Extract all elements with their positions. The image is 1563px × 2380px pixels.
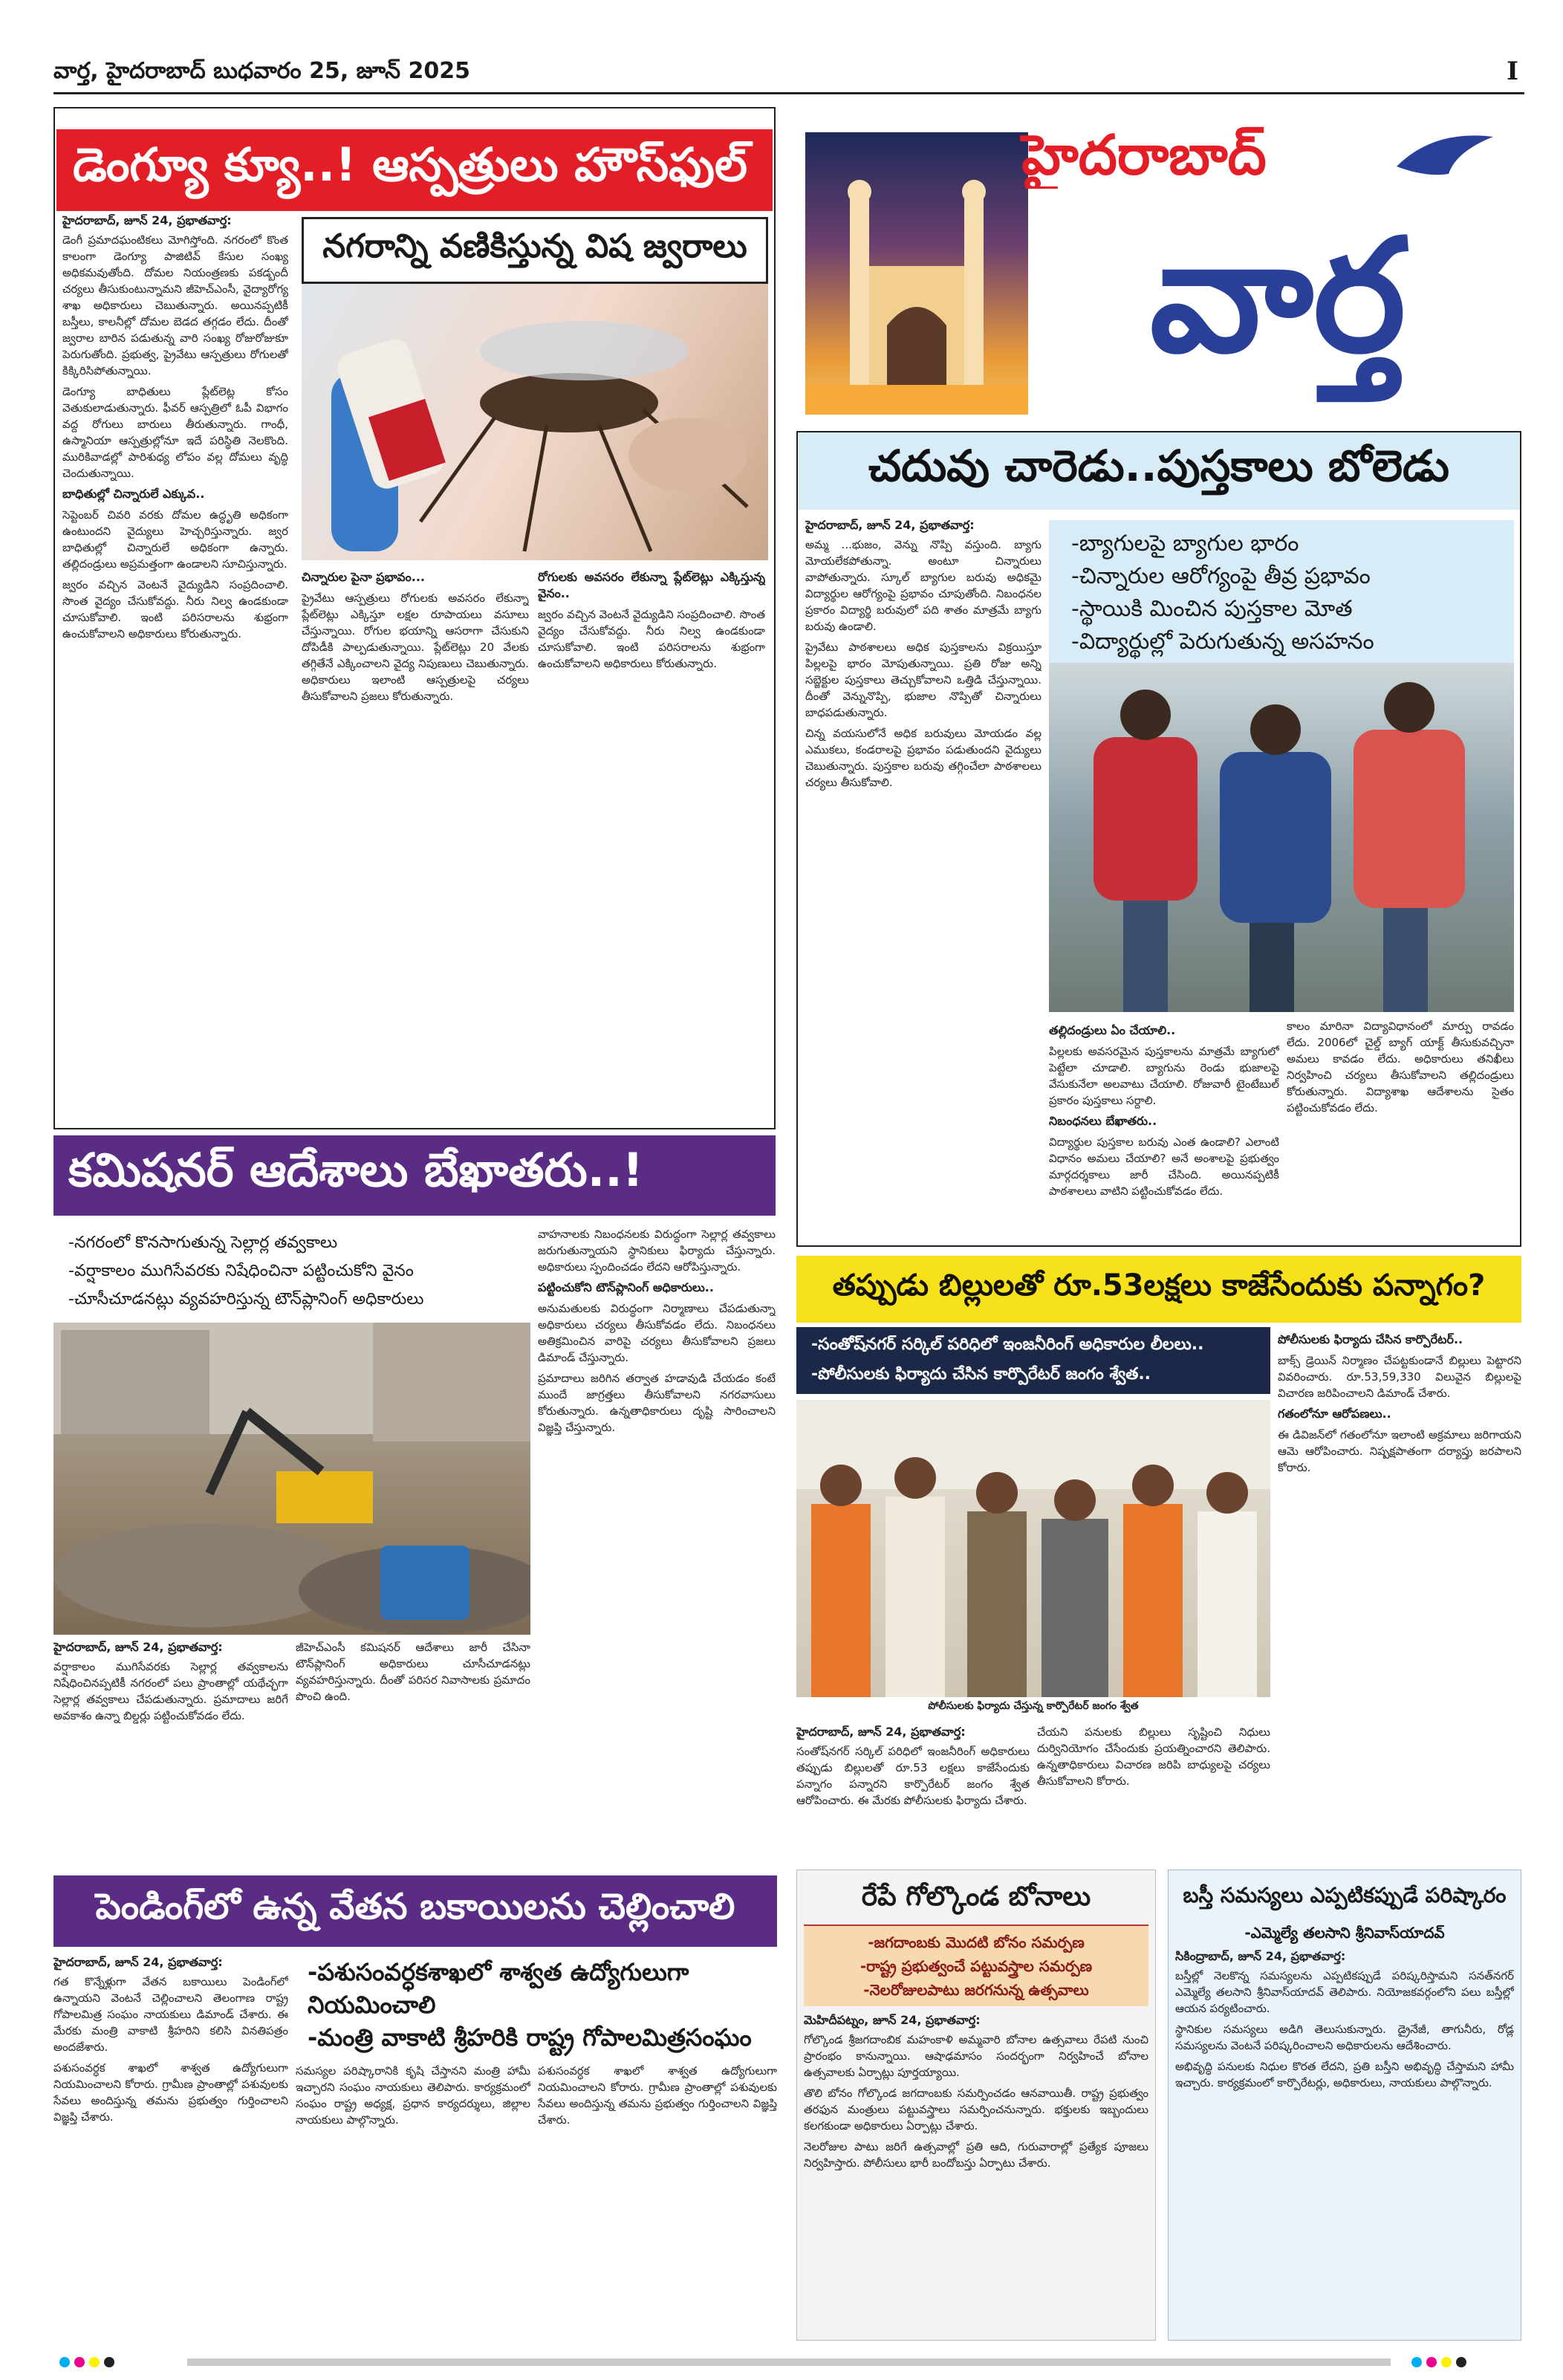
footer-gray-strip: [187, 2358, 1391, 2366]
basti-para-2: స్థానికుల సమస్యలు అడిగి తెలుసుకున్నారు. డ్రైనేజీ, తాగునీరు, రోడ్ల సమస్యలను వెంటనే పరిష్కరించాలని అధికారులను ఆదేశించారు.: [1175, 2023, 1514, 2052]
dengue-para-5: ప్రైవేటు ఆస్పత్రులు రోగులకు అవసరం లేకున్నా ప్లేట్‌లెట్లు ఎక్కిస్తూ లక్షల రూపాయలు వసూలు చేస్తున్నాయి. రోగుల భయాన్ని ఆసరాగా చేసుకుని దోపిడీకి పాల్పడుతున్నాయి. ప్లేట్‌లెట్లు 20 వేలకు తగ్గితేనే ఎక్కించాలని వైద్య నిపుణులు చెబుతున్నారు. అధికారులు ఇలాంటి ఆస్పత్రులపై చర్యలు తీసుకోవాలని ప్రజలు కోరుతున్నారు.: [302, 591, 529, 703]
commissioner-para-1: వర్షాకాలం ముగిసేవరకు సెల్లార్ల తవ్వకాలను నిషేధించినప్పటికీ నగరంలో పలు ప్రాంతాల్లో యథేచ్ఛగా సెల్లార్ల తవ్వకాలు చేపడుతున్నారు. ప్రమాదాలు జరిగే అవకాశం ఉన్నా బిల్డర్లు పట్టించుకోవడం లేదు.: [53, 1660, 288, 1722]
commissioner-column-2: [296, 1639, 530, 1858]
salary-dateline: హైదరాబాద్, జూన్ 24, ప్రభాతవార్త:: [53, 1955, 223, 1969]
schoolbag-photo: [1049, 663, 1514, 1012]
bills-para-2: చేయని పనులకు బిల్లులు సృష్టించి నిధులు దుర్వినియోగం చేసేందుకు ప్రయత్నించారని తెలిపారు. ఉన్నతాధికారులు విచారణ జరిపి బాధ్యులపై చర్యలు తీసుకోవాలని కోరారు.: [1037, 1725, 1270, 1788]
bills-para-3: బాక్స్ డ్రెయిన్ నిర్మాణం చేపట్టకుండానే బిల్లులు పెట్టారని వివరించారు. రూ.53,59,330 విలువైన బిల్లులపై విచారణ జరిపించాలని డిమాండ్ చేశారు.: [1278, 1354, 1521, 1400]
dengue-subhead-3: రోగులకు అవసరం లేకున్నా ప్లేట్‌లెట్లు ఎక్కిస్తున్న వైనం..: [538, 570, 765, 600]
books-dateline: హైదరాబాద్, జూన్ 24, ప్రభాతవార్త:: [805, 518, 975, 532]
bonalu-dateline: మెహిదీపట్నం, జూన్ 24, ప్రభాతవార్త:: [804, 2013, 981, 2027]
books-column-2: [1049, 1018, 1279, 1241]
books-subhead-2: నిబంధనలు బేఖాతరు..: [1049, 1114, 1157, 1128]
books-column-1: [805, 517, 1042, 1022]
dengue-para-3: సెప్టెంబర్ చివరి వరకు దోమల ఉద్ధృతి అధికంగా ఉంటుందని వైద్యులు హెచ్చరిస్తున్నారు. జ్వర బాధితుల్లో చిన్నారులే అధికంగా ఉన్నారు. తల్లిదండ్రులు అప్రమత్తంగా ఉండాలని సూచిస్తున్నారు.: [62, 508, 288, 571]
commissioner-column-1: [53, 1639, 288, 1858]
books-bullet-3: -స్థాయికి మించిన పుస్తకాల మోత: [1071, 596, 1353, 622]
bills-bullet-2: -పోలీసులకు ఫిర్యాదు చేసిన కార్పొరేటర్ జంగం శ్వేత..: [811, 1365, 1151, 1384]
dengue-subhead-1: బాధితుల్లో చిన్నారులే ఎక్కువ..: [62, 487, 205, 501]
salary-column-1: [53, 1954, 288, 2341]
registration-dot-2: [74, 2357, 85, 2367]
commissioner-subhead-1: పట్టించుకోని టౌన్‌ప్లానింగ్ అధికారులు..: [538, 1280, 714, 1294]
registration-dot-7: [1441, 2357, 1452, 2367]
bills-column-3: [1278, 1327, 1521, 1862]
construction-photo: [53, 1323, 530, 1635]
bills-bullet-1: -సంతోష్‌నగర్ సర్కిల్ పరిధిలో ఇంజనీరింగ్ అధికారుల లీలలు..: [811, 1335, 1204, 1354]
logo-city: హైదరాబాద్: [1021, 123, 1267, 187]
bonalu-para-3: నెలరోజుల పాటు జరిగే ఉత్సవాల్లో ప్రతి ఆది, గురువారాల్లో ప్రత్యేక పూజలు నిర్వహిస్తారు. పోలీసులు భారీ బందోబస్తు ఏర్పాటు చేశారు.: [804, 2140, 1148, 2170]
bills-column-1: [796, 1724, 1030, 1862]
books-headline: చదువు చారెడు..పుస్తకాలు బోలెడు: [798, 432, 1520, 510]
commissioner-headline: కమిషనర్ ఆదేశాలు బేఖాతరు..!: [53, 1135, 776, 1216]
logo-brand: వార్త: [1149, 205, 1406, 387]
salary-para-2b: పశుసంవర్ధక శాఖలో శాశ్వత ఉద్యోగులుగా నియమించాలని కోరారు. గ్రామీణ ప్రాంతాల్లో పశువులకు సేవలు అందిస్తున్న తమను ప్రభుత్వం గుర్తించాలని విజ్ఞప్తి చేశారు.: [538, 2064, 777, 2127]
mosquito-photo: [302, 284, 768, 560]
commissioner-para-2: జీహెచ్ఎంసీ కమిషనర్ ఆదేశాలు జారీ చేసినా టౌన్‌ప్లానింగ్ అధికారులు చూసీచూడనట్లు వ్యవహరిస్తున్నారు. దీంతో పరిసర నివాసాలకు ప్రమాదం పొంచి ఉంది.: [296, 1641, 530, 1703]
bonalu-bullet-box: [804, 1925, 1148, 2006]
bonalu-body: [804, 2012, 1148, 2336]
mosquito-illustration: [302, 284, 768, 560]
commissioner-bullet-3: -చూసీచూడనట్లు వ్యవహరిస్తున్న టౌన్‌ప్లానింగ్ అధికారులు: [68, 1290, 424, 1309]
schoolbags-illustration: [1049, 663, 1514, 1012]
books-column-3: [1287, 1018, 1514, 1241]
bonalu-bullet-3: -నెలరోజులపాటు జరగనున్న ఉత్సవాలు: [863, 1981, 1089, 1999]
bills-para-4: ఈ డివిజన్‌లో గతంలోనూ ఇలాంటి అక్రమాలు జరిగాయని ఆమె ఆరోపించారు. నిష్పక్షపాతంగా దర్యాప్తు జరపాలని కోరారు.: [1278, 1428, 1521, 1474]
bills-dateline: హైదరాబాద్, జూన్ 24, ప్రభాతవార్త:: [796, 1725, 966, 1739]
registration-dot-1: [59, 2357, 70, 2367]
masthead-line: వార్త, హైదరాబాద్ బుధవారం 25, జూన్ 2025: [53, 58, 471, 84]
bills-subhead-1: పోలీసులకు ఫిర్యాదు చేసిన కార్పొరేటర్..: [1278, 1332, 1463, 1346]
page-header: [53, 55, 1524, 89]
basti-byline: -ఎమ్మెల్యే తలసాని శ్రీనివాస్‌యాదవ్: [1244, 1924, 1445, 1942]
salary-column-2: [296, 2063, 530, 2341]
registration-dot-4: [104, 2357, 114, 2367]
dove-icon: [1389, 122, 1501, 189]
commissioner-para-4: అనుమతులకు విరుద్ధంగా నిర్మాణాలు చేపడుతున్నా అధికారులు చర్యలు తీసుకోవడం లేదు. నిబంధనలు అతిక్రమించిన వారిపై చర్యలు తీసుకోవాలని ప్రజలు డిమాండ్ చేస్తున్నారు.: [538, 1302, 776, 1364]
commissioner-column-3: [538, 1226, 776, 1858]
salary-column-3: [538, 2063, 777, 2341]
dengue-para-5b: జ్వరం వచ్చిన వెంటనే వైద్యుడిని సంప్రదించాలి. సొంత వైద్యం చేసుకోవద్దు. నీరు నిల్వ ఉండకుండా చూసుకోవాలి. ఇంటి పరిసరాలను శుభ్రంగా ఉంచుకోవాలని అధికారులు కోరుతున్నారు.: [538, 608, 765, 670]
bonalu-para-1: గోల్కొండ శ్రీజగదాంబిక మహంకాళి అమ్మవారి బోనాల ఉత్సవాలు రేపటి నుంచి ప్రారంభం కానున్నాయి. ఆషాఢమాసం సందర్భంగా నిర్వహించే బోనాల ఉత్సవాలకు ఏర్పాట్లు పూర్తయ్యాయి.: [804, 2033, 1148, 2079]
footer-bar: [53, 2354, 1524, 2370]
salary-para-3: సమస్యల పరిష్కారానికి కృషి చేస్తానని మంత్రి హామీ ఇచ్చారని సంఘం నాయకులు తెలిపారు. కార్యక్రమంలో సంఘం రాష్ట్ర అధ్యక్ష, ప్రధాన కార్యదర్శులు, జిల్లాల నాయకులు పాల్గొన్నారు.: [296, 2064, 530, 2127]
salary-bullet-box: [296, 1953, 777, 2057]
books-bullet-box: [1049, 520, 1514, 663]
dengue-dateline: హైదరాబాద్, జూన్ 24, ప్రభాతవార్త:: [62, 213, 232, 227]
books-para-1: అమ్మ ...భుజం, వెన్ను నొప్పి వస్తుంది. బ్యాగు మోయలేకపోతున్నా. అంటూ చిన్నారులు వాపోతున్నారు. స్కూల్ బ్యాగుల బరువు అధికమై విద్యార్థుల ఆరోగ్యంపై ప్రభావం చూపుతోంది. నిబంధనల ప్రకారం విద్యార్థి బరువులో పది శాతం మాత్రమే బ్యాగు బరువు ఉండాలి.: [805, 538, 1042, 633]
registration-dot-6: [1426, 2357, 1437, 2367]
salary-box-line-2: -మంత్రి వాకాటి శ్రీహరికి రాష్ట్ర గోపాలమిత్రసంఘం: [308, 2023, 752, 2052]
bonalu-headline: రేపే గోల్కొండ బోనాలు: [861, 1881, 1091, 1912]
basti-headline: బస్తీ సమస్యలు ఎప్పటికప్పుడే పరిష్కారం: [1183, 1883, 1507, 1907]
commissioner-bullet-2: -వర్షాకాలం ముగిసేవరకు నిషేధించినా పట్టించుకోని వైనం: [68, 1262, 414, 1280]
dengue-column-2: [302, 565, 529, 1122]
dengue-para-2: డెంగ్యూ బాధితులు ప్లేట్‌లెట్ల కోసం వెతుకులాడుతున్నారు. ఫీవర్ ఆస్పత్రిలో ఓపీ విభాగం వద్ద రోగులు బారులు తీరుతున్నారు. గాంధీ, ఉస్మానియా ఆస్పత్రుల్లోనూ ఇదే పరిస్థితి నెలకొంది. మురికివాడల్లో పారిశుధ్య లోపం వల్ల దోమలు వృద్ధి చెందుతున్నాయి.: [62, 385, 288, 480]
complaint-photo: [796, 1400, 1270, 1697]
salary-para-1: గత కొన్నేళ్లుగా వేతన బకాయిలు పెండింగ్‌లో ఉన్నాయని వెంటనే చెల్లించాలని తెలంగాణ రాష్ట్ర గోపాలమిత్ర సంఘం నాయకులు డిమాండ్ చేశారు. ఈ మేరకు మంత్రి వాకాటి శ్రీహరిని కలిసి వినతిపత్రం అందజేశారు.: [53, 1975, 288, 2054]
dengue-subheadline-box: నగరాన్ని వణికిస్తున్న విష జ్వరాలు: [302, 217, 768, 284]
commissioner-para-5: ప్రమాదాలు జరిగిన తర్వాత హడావుడి చేయడం కంటే ముందే జాగ్రత్తలు తీసుకోవాలని నగరవాసులు కోరుతున్నారు. ఉన్నతాధికారులు దృష్టి సారించాలని విజ్ఞప్తి చేస్తున్నారు.: [538, 1372, 776, 1434]
dengue-headline: డెంగ్యూ క్యూ..! ఆస్పత్రులు హౌస్‌ఫుల్: [56, 129, 773, 211]
books-bullet-4: -విద్యార్థుల్లో పెరుగుతున్న అసహనం: [1071, 629, 1374, 655]
basti-dateline: సికింద్రాబాద్, జూన్ 24, ప్రభాతవార్త:: [1175, 1949, 1346, 1963]
basti-para-3: అభివృద్ధి పనులకు నిధుల కొరత లేదని, ప్రతి బస్తీని అభివృద్ధి చేస్తామని హామీ ఇచ్చారు. కార్యక్రమంలో కార్పొరేటర్లు, అధికారులు, నాయకులు పాల్గొన్నారు.: [1175, 2060, 1514, 2089]
books-para-2: ప్రైవేటు పాఠశాలలు అధిక పుస్తకాలను విక్రయిస్తూ పిల్లలపై భారం మోపుతున్నాయి. ప్రతి రోజు అన్ని సబ్జెక్టుల పుస్తకాలు తెచ్చుకోవాలని ఒత్తిడి చేస్తున్నాయి. దీంతో వెన్నునొప్పి, భుజాల నొప్పితో చిన్నారులు బాధపడుతున్నారు.: [805, 641, 1042, 719]
people-illustration: [796, 1400, 1270, 1697]
bills-photo-caption: పోలీసులకు ఫిర్యాదు చేస్తున్న కార్పొరేటర్ జంగం శ్వేత: [928, 1700, 1139, 1712]
dengue-subhead-2: చిన్నారుల పైనా ప్రభావం...: [302, 570, 425, 584]
registration-dot-5: [1411, 2357, 1422, 2367]
salary-para-2: పశుసంవర్ధక శాఖలో శాశ్వత ఉద్యోగులుగా నియమించాలని కోరారు. గ్రామీణ ప్రాంతాల్లో పశువులకు సేవలు అందిస్తున్న తమను ప్రభుత్వం గుర్తించాలని విజ్ఞప్తి చేశారు.: [53, 2061, 288, 2124]
page-number: I: [1507, 56, 1518, 86]
commissioner-bullet-box: [53, 1226, 530, 1318]
books-para-3: చిన్న వయసులోనే అధిక బరువులు మోయడం వల్ల ఎముకలు, కండరాలపై ప్రభావం పడుతుందని వైద్యులు చెబుతున్నారు. పుస్తకాల బరువు తగ్గించేలా పాఠశాలలు చర్యలు తీసుకోవాలి.: [805, 727, 1042, 789]
dengue-column-3: [538, 565, 765, 1122]
bills-column-2: [1037, 1724, 1270, 1862]
dengue-para-1: డెంగీ ప్రమాదఘంటికలు మోగిస్తోంది. నగరంలో కొంత కాలంగా డెంగ్యూ పాజిటివ్ కేసుల సంఖ్య అధికమవుతోంది. దోమల నియంత్రణకు పకడ్బందీ చర్యలు తీసుకుంటున్నామని జీహెచ్ఎంసీ, వైద్యారోగ్య శాఖ అధికారులు చెబుతున్నారు. అయినప్పటికీ బస్తీలు, కాలనీల్లో దోమల బెడద తగ్గడం లేదు. దీంతో జ్వరాల బారిన పడుతున్న వారి సంఖ్య రోజురోజుకూ పెరుగుతోంది. ప్రభుత్వ, ప్రైవేటు ఆస్పత్రులు రోగులతో కిక్కిరిసిపోతున్నాయి.: [62, 233, 288, 377]
bonalu-bullet-1: -జగదాంబకు మొదటి బోనం సమర్పణ: [868, 1933, 1085, 1951]
bills-headline: తప్పుడు బిల్లులతో రూ.53లక్షలు కాజేసేందుకు పన్నాగం?: [796, 1256, 1521, 1323]
books-bullet-1: -బ్యాగులపై బ్యాగుల భారం: [1071, 531, 1299, 557]
basti-body: [1175, 1948, 1514, 2336]
books-subhead-1: తల్లిదండ్రులు ఏం చేయాలి..: [1049, 1023, 1176, 1037]
salary-headline: పెండింగ్‌లో ఉన్న వేతన బకాయిలను చెల్లించాలి: [53, 1875, 777, 1947]
registration-dot-3: [89, 2357, 100, 2367]
bills-bullet-box: [796, 1327, 1270, 1394]
books-para-6: కాలం మారినా విద్యావిధానంలో మార్పు రావడం లేదు. 2006లో చైల్డ్ బ్యాగ్ యాక్ట్ తీసుకువచ్చినా అమలు కావడం లేదు. అధికారులు తనిఖీలు నిర్వహించి చర్యలు తీసుకోవాలని తల్లిదండ్రులు కోరుతున్నారు. విద్యాశాఖ ఆదేశాలను సైతం పట్టించుకోవడం లేదు.: [1287, 1019, 1514, 1115]
registration-dot-8: [1456, 2357, 1466, 2367]
bonalu-para-2: తొలి బోనం గోల్కొండ జగదాంబకు సమర్పించడం ఆనవాయితీ. రాష్ట్ర ప్రభుత్వం తరఫున మంత్రులు పట్టువస్త్రాలు సమర్పించనున్నారు. భక్తులకు ఇబ్బందులు కలగకుండా అధికారులు ఏర్పాట్లు చేశారు.: [804, 2086, 1148, 2133]
books-bullet-2: -చిన్నారుల ఆరోగ్యంపై తీవ్ర ప్రభావం: [1071, 563, 1371, 589]
dengue-para-4: జ్వరం వచ్చిన వెంటనే వైద్యుడిని సంప్రదించాలి. సొంత వైద్యం చేసుకోవద్దు. నీరు నిల్వ ఉండకుండా చూసుకోవాలి. ఇంటి పరిసరాలను శుభ్రంగా ఉంచుకోవాలని అధికారులు కోరుతున్నారు.: [62, 578, 288, 641]
bonalu-bullet-2: -రాష్ట్ర ప్రభుత్వంచే పట్టువస్త్రాల సమర్పణ: [860, 1957, 1093, 1975]
bills-subhead-2: గతంలోనూ ఆరోపణలు..: [1278, 1407, 1391, 1421]
logo-area: [795, 107, 1523, 427]
salary-box-line-1: -పశుసంవర్ధకశాఖలో శాశ్వత ఉద్యోగులుగా నియమించాలి: [308, 1958, 689, 2019]
excavator-illustration: [53, 1323, 530, 1635]
bills-para-1: సంతోష్‌నగర్ సర్కిల్ పరిధిలో ఇంజనీరింగ్ అధికారులు తప్పుడు బిల్లులతో రూ.53 లక్షలు కాజేసేందుకు పన్నాగం పన్నారని కార్పొరేటర్ జంగం శ్వేత ఆరోపించారు. ఈ మేరకు పోలీసులకు ఫిర్యాదు చేశారు.: [796, 1745, 1030, 1807]
dengue-column-1: [62, 213, 288, 1122]
commissioner-para-3: వాహనాలకు నిబంధనలకు విరుద్ధంగా సెల్లార్ల తవ్వకాలు జరుగుతున్నాయని స్థానికులు ఫిర్యాదు చేస్తున్నారు. అధికారులు స్పందించడం లేదని ఆరోపిస్తున్నారు.: [538, 1228, 776, 1274]
commissioner-dateline: హైదరాబాద్, జూన్ 24, ప్రభాతవార్త:: [53, 1640, 223, 1654]
books-para-5: విద్యార్థుల పుస్తకాల బరువు ఎంత ఉండాలి? ఎలాంటి విధానం అమలు చేయాలి? అనే అంశాలపై ప్రభుత్వం మార్గదర్శకాలు జారీ చేసింది. అయినప్పటికీ పాఠశాలలు వాటిని పట్టించుకోవడం లేదు.: [1049, 1135, 1279, 1198]
books-para-4: పిల్లలకు అవసరమైన పుస్తకాలను మాత్రమే బ్యాగులో పెట్టేలా చూడాలి. బ్యాగును రెండు భుజాలపై వేసుకునేలా అలవాటు చేయాలి. రోజువారీ టైంటేబుల్ ప్రకారం పుస్తకాలు సర్దాలి.: [1049, 1045, 1279, 1107]
header-rule: [53, 92, 1524, 94]
basti-para-1: బస్తీల్లో నెలకొన్న సమస్యలను ఎప్పటికప్పుడే పరిష్కరిస్తామని సనత్‌నగర్ ఎమ్మెల్యే తలసాని శ్రీనివాస్‌యాదవ్ తెలిపారు. నియోజకవర్గంలోని పలు బస్తీల్లో ఆయన పర్యటించారు.: [1175, 1969, 1514, 2015]
commissioner-bullet-1: -నగరంలో కొనసాగుతున్న సెల్లార్ల తవ్వకాలు: [68, 1233, 338, 1252]
